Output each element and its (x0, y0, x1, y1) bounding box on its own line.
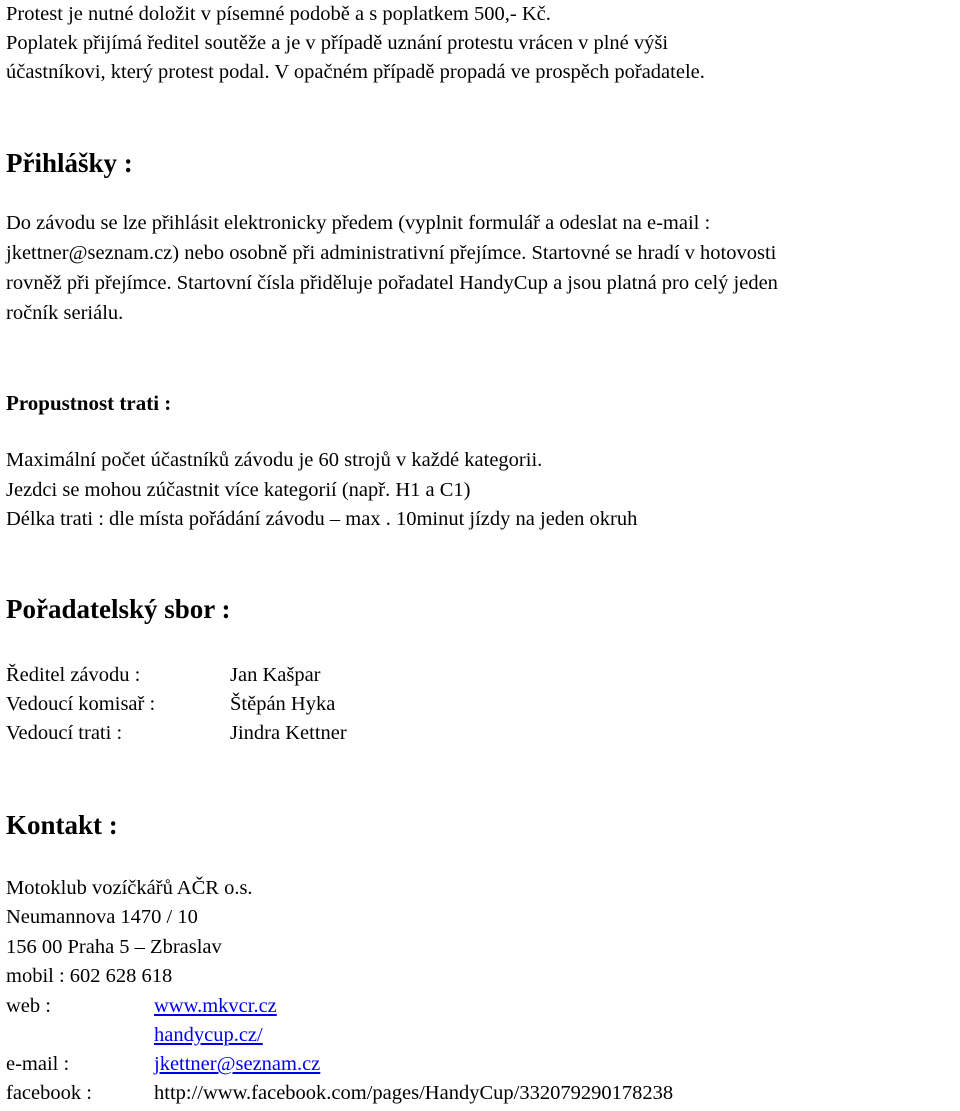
facebook-label: facebook : (6, 1082, 92, 1104)
kontakt-email-row (6, 1050, 320, 1079)
sbor-role: Ředitel závodu : (6, 664, 141, 686)
web-link-mkvcr[interactable]: www.mkvcr.cz (154, 995, 277, 1017)
sbor-role: Vedoucí komisař : (6, 693, 156, 715)
kontakt-org: Motoklub vozíčkářů AČR o.s. (6, 877, 253, 899)
kontakt-web-row-2 (6, 1021, 263, 1050)
sbor-name: Jindra Kettner (230, 722, 347, 744)
prihlasky-line-4: ročník seriálu. (6, 302, 124, 324)
web-link-handycup[interactable]: handycup.cz/ (154, 1024, 263, 1046)
sbor-row (6, 661, 321, 690)
kontakt-facebook-row (6, 1079, 673, 1108)
sbor-row (6, 719, 347, 748)
propustnost-line-1: Maximální počet účastníků závodu je 60 strojů v každé kategorii. (6, 449, 543, 471)
kontakt-heading: Kontakt : (6, 810, 118, 840)
propustnost-line-3: Délka trati : dle místa pořádání závodu – max . 10minut jízdy na jeden okruh (6, 508, 638, 530)
sbor-row (6, 690, 335, 719)
protest-line-1: Protest je nutné doložit v písemné podobě a s poplatkem 500,- Kč. (6, 3, 551, 25)
sbor-heading: Pořadatelský sbor : (6, 594, 231, 624)
email-link[interactable]: jkettner@seznam.cz (154, 1053, 321, 1075)
propustnost-heading: Propustnost trati : (6, 391, 172, 415)
kontakt-web-row (6, 992, 277, 1021)
prihlasky-line-3: rovněž při přejímce. Startovní čísla přiděluje pořadatel HandyCup a jsou platná pro celý jeden (6, 272, 778, 294)
sbor-name: Štěpán Hyka (230, 693, 336, 715)
prihlasky-line-2: jkettner@seznam.cz) nebo osobně při administrativní přejímce. Startovné se hradí v hotovosti (6, 242, 777, 264)
kontakt-city: 156 00 Praha 5 – Zbraslav (6, 936, 222, 958)
protest-line-3: účastníkovi, který protest podal. V opačném případě propadá ve prospěch pořadatele. (6, 61, 705, 83)
sbor-name: Jan Kašpar (230, 664, 321, 686)
facebook-url: http://www.facebook.com/pages/HandyCup/332079290178238 (154, 1082, 674, 1104)
web-label: web : (6, 995, 51, 1017)
protest-line-2: Poplatek přijímá ředitel soutěže a je v případě uznání protestu vrácen v plné výši (6, 32, 669, 54)
prihlasky-line-1: Do závodu se lze přihlásit elektronicky předem (vyplnit formulář a odeslat na e-mail : (6, 212, 711, 234)
email-label: e-mail : (6, 1053, 70, 1075)
kontakt-mobile: mobil : 602 628 618 (6, 965, 173, 987)
kontakt-street: Neumannova 1470 / 10 (6, 906, 198, 928)
prihlasky-heading: Přihlášky : (6, 148, 133, 178)
propustnost-line-2: Jezdci se mohou zúčastnit více kategorií (např. H1 a C1) (6, 479, 471, 501)
sbor-role: Vedoucí trati : (6, 722, 123, 744)
